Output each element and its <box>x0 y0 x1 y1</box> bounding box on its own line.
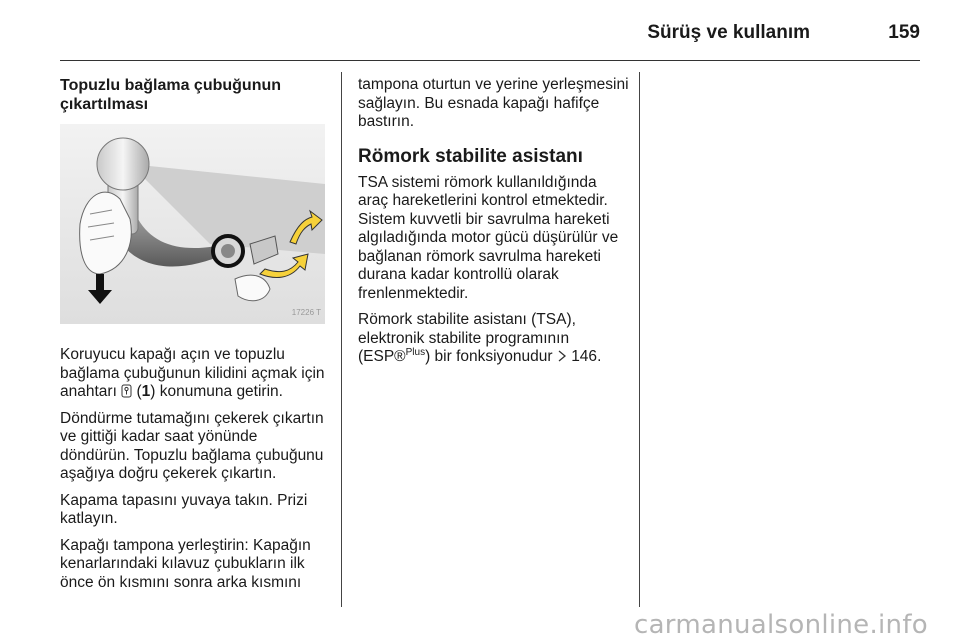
column-divider-right <box>639 72 640 607</box>
page-number: 159 <box>888 22 920 43</box>
subsection-heading <box>60 76 330 114</box>
watermark: carmanualsonline.info <box>633 610 928 640</box>
header-rule <box>60 60 920 61</box>
paragraph-remove-step1: Koruyucu kapağı açın ve topuzlu bağlama çubuğunun kilidini açmak için anahtarı (1) konumuna getirin. <box>60 346 325 400</box>
figure-code: 17226 T <box>291 307 321 317</box>
towbar-illustration <box>60 124 325 324</box>
subsection-heading-line2: çıkartılması <box>60 96 149 113</box>
paragraph-tsa-2: Römork stabilite asistanı (TSA), elektronik stabilite programının (ESP®$^{Plus}$) bir fonksiyonudur 146. <box>358 311 602 365</box>
column-divider-left <box>341 72 342 607</box>
paragraph-continued: tampona oturtun ve yerine yerleşmesini sağlayın. Bu esnada kapağı hafifçe bastırın. <box>358 76 629 130</box>
paragraph-remove-step4: Kapağı tampona yerleştirin: Kapağın kenarlarındaki kılavuz çubukların ilk önce ön kısmını sonra arka kısmını <box>60 536 311 591</box>
column-middle <box>358 76 630 375</box>
arrow-icon <box>557 350 567 362</box>
header-title: Sürüş ve kullanım <box>647 22 810 43</box>
paragraph-tsa-1: TSA sistemi römork kullanıldığında araç hareketlerini kontrol etmektedir. Sistem kuvvetli bir savrulma hareketi algıladığında motor gücü düşürülür ve bağlanan römork savrulma hareketi durana kadar kontrollü olarak frenlenmektedir. <box>358 173 619 302</box>
column-left <box>60 76 330 600</box>
subsection-heading-line1: Topuzlu bağlama çubuğunun <box>60 77 282 94</box>
page-reference[interactable]: 146 <box>571 348 598 365</box>
paragraph-remove-step2: Döndürme tutamağını çekerek çıkartın ve gittiği kadar saat yönünde döndürün. Topuzlu bağlama çubuğunu aşağıya doğru çekerek çıkartın. <box>60 409 324 482</box>
towbar-drawing <box>60 124 325 324</box>
paragraph-remove-step3: Kapama tapasını yuvaya takın. Prizi katlayın. <box>60 491 308 527</box>
section-title: Römork stabilite asistanı <box>358 145 583 167</box>
key-icon <box>121 384 132 398</box>
